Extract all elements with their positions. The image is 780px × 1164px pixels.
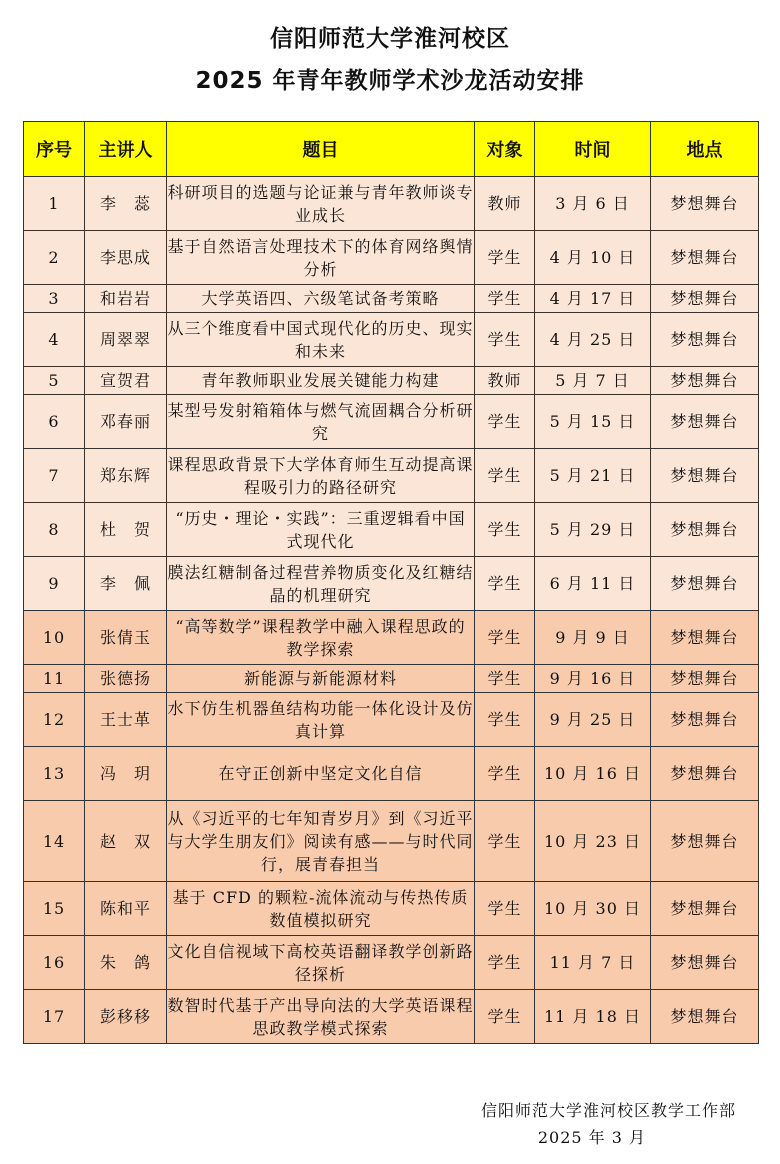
schedule-table [23, 121, 759, 1044]
header-time: 时间 [535, 122, 651, 177]
cell-speaker: 冯 玥 [85, 747, 167, 801]
cell-no: 11 [24, 665, 85, 693]
cell-topic: 某型号发射箱箱体与燃气流固耦合分析研究 [167, 395, 475, 449]
cell-no: 7 [24, 449, 85, 503]
table-row [24, 557, 759, 611]
cell-topic: “高等数学”课程教学中融入课程思政的教学探索 [167, 611, 475, 665]
header-audience: 对象 [475, 122, 535, 177]
table-row [24, 503, 759, 557]
cell-audience: 学生 [475, 747, 535, 801]
cell-audience: 学生 [475, 449, 535, 503]
cell-topic: 科研项目的选题与论证兼与青年教师谈专业成长 [167, 177, 475, 231]
cell-no: 2 [24, 231, 85, 285]
cell-audience: 学生 [475, 936, 535, 990]
cell-time: 11 月 7 日 [535, 936, 651, 990]
cell-speaker: 陈和平 [85, 882, 167, 936]
footer-date: 2025 年 3 月 [537, 1128, 646, 1147]
cell-no: 8 [24, 503, 85, 557]
cell-no: 1 [24, 177, 85, 231]
cell-speaker: 彭移移 [85, 990, 167, 1044]
cell-topic: 从三个维度看中国式现代化的历史、现实和未来 [167, 313, 475, 367]
cell-audience: 学生 [475, 503, 535, 557]
cell-no: 17 [24, 990, 85, 1044]
table-row [24, 231, 759, 285]
cell-time: 10 月 30 日 [535, 882, 651, 936]
table-header-row [24, 122, 759, 177]
cell-topic: 基于 CFD 的颗粒-流体流动与传热传质数值模拟研究 [167, 882, 475, 936]
table-row [24, 801, 759, 882]
document-title: 信阳师范大学淮河校区 [270, 26, 510, 52]
cell-speaker: 李思成 [85, 231, 167, 285]
cell-audience: 教师 [475, 367, 535, 395]
cell-venue: 梦想舞台 [651, 611, 759, 665]
table-row [24, 665, 759, 693]
cell-audience: 学生 [475, 557, 535, 611]
cell-audience: 教师 [475, 177, 535, 231]
header-topic: 题目 [167, 122, 475, 177]
table-row [24, 449, 759, 503]
cell-time: 11 月 18 日 [535, 990, 651, 1044]
cell-time: 5 月 15 日 [535, 395, 651, 449]
cell-no: 6 [24, 395, 85, 449]
cell-time: 5 月 21 日 [535, 449, 651, 503]
cell-time: 10 月 16 日 [535, 747, 651, 801]
cell-no: 13 [24, 747, 85, 801]
cell-time: 3 月 6 日 [535, 177, 651, 231]
cell-topic: 在守正创新中坚定文化自信 [167, 747, 475, 801]
table-row [24, 747, 759, 801]
cell-audience: 学生 [475, 313, 535, 367]
cell-speaker: 邓春丽 [85, 395, 167, 449]
table-row [24, 882, 759, 936]
cell-venue: 梦想舞台 [651, 395, 759, 449]
cell-time: 4 月 25 日 [535, 313, 651, 367]
cell-venue: 梦想舞台 [651, 503, 759, 557]
table-row [24, 990, 759, 1044]
cell-venue: 梦想舞台 [651, 313, 759, 367]
cell-time: 6 月 11 日 [535, 557, 651, 611]
cell-speaker: 李 蕊 [85, 177, 167, 231]
cell-venue: 梦想舞台 [651, 285, 759, 313]
cell-topic: 数智时代基于产出导向法的大学英语课程思政教学模式探索 [167, 990, 475, 1044]
cell-venue: 梦想舞台 [651, 367, 759, 395]
cell-topic: 基于自然语言处理技术下的体育网络舆情分析 [167, 231, 475, 285]
cell-venue: 梦想舞台 [651, 882, 759, 936]
cell-no: 5 [24, 367, 85, 395]
cell-speaker: 朱 鸽 [85, 936, 167, 990]
cell-topic: 大学英语四、六级笔试备考策略 [167, 285, 475, 313]
cell-audience: 学生 [475, 665, 535, 693]
table-row [24, 395, 759, 449]
cell-topic: 新能源与新能源材料 [167, 665, 475, 693]
footer-organization: 信阳师范大学淮河校区教学工作部 [480, 1101, 736, 1120]
cell-speaker: 郑东辉 [85, 449, 167, 503]
table-row [24, 611, 759, 665]
cell-speaker: 宣贺君 [85, 367, 167, 395]
cell-speaker: 王士革 [85, 693, 167, 747]
cell-audience: 学生 [475, 801, 535, 882]
cell-venue: 梦想舞台 [651, 665, 759, 693]
cell-time: 9 月 9 日 [535, 611, 651, 665]
cell-no: 10 [24, 611, 85, 665]
table-row [24, 177, 759, 231]
cell-audience: 学生 [475, 285, 535, 313]
header-venue: 地点 [651, 122, 759, 177]
cell-speaker: 李 佩 [85, 557, 167, 611]
header-speaker: 主讲人 [85, 122, 167, 177]
cell-venue: 梦想舞台 [651, 557, 759, 611]
cell-venue: 梦想舞台 [651, 177, 759, 231]
cell-no: 12 [24, 693, 85, 747]
cell-topic: 青年教师职业发展关键能力构建 [167, 367, 475, 395]
table-row [24, 285, 759, 313]
cell-topic: “历史・理论・实践”：三重逻辑看中国式现代化 [167, 503, 475, 557]
cell-no: 16 [24, 936, 85, 990]
cell-time: 4 月 17 日 [535, 285, 651, 313]
cell-venue: 梦想舞台 [651, 801, 759, 882]
cell-venue: 梦想舞台 [651, 449, 759, 503]
cell-topic: 从《习近平的七年知青岁月》到《习近平与大学生朋友们》阅读有感——与时代同行，展青春担当 [167, 801, 475, 882]
cell-venue: 梦想舞台 [651, 936, 759, 990]
table-row [24, 693, 759, 747]
document-subtitle: 2025 年青年教师学术沙龙活动安排 [195, 68, 585, 94]
cell-speaker: 张德扬 [85, 665, 167, 693]
cell-time: 5 月 29 日 [535, 503, 651, 557]
cell-audience: 学生 [475, 882, 535, 936]
cell-venue: 梦想舞台 [651, 693, 759, 747]
table-row [24, 367, 759, 395]
cell-time: 9 月 25 日 [535, 693, 651, 747]
cell-time: 10 月 23 日 [535, 801, 651, 882]
cell-topic: 课程思政背景下大学体育师生互动提高课程吸引力的路径研究 [167, 449, 475, 503]
cell-venue: 梦想舞台 [651, 990, 759, 1044]
cell-audience: 学生 [475, 693, 535, 747]
cell-topic: 膜法红糖制备过程营养物质变化及红糖结晶的机理研究 [167, 557, 475, 611]
cell-venue: 梦想舞台 [651, 747, 759, 801]
table-row [24, 936, 759, 990]
cell-no: 14 [24, 801, 85, 882]
cell-audience: 学生 [475, 231, 535, 285]
cell-audience: 学生 [475, 990, 535, 1044]
cell-topic: 水下仿生机器鱼结构功能一体化设计及仿真计算 [167, 693, 475, 747]
cell-audience: 学生 [475, 395, 535, 449]
cell-speaker: 张倩玉 [85, 611, 167, 665]
cell-time: 4 月 10 日 [535, 231, 651, 285]
cell-no: 15 [24, 882, 85, 936]
cell-topic: 文化自信视域下高校英语翻译教学创新路径探析 [167, 936, 475, 990]
cell-no: 4 [24, 313, 85, 367]
cell-time: 5 月 7 日 [535, 367, 651, 395]
cell-speaker: 赵 双 [85, 801, 167, 882]
cell-audience: 学生 [475, 611, 535, 665]
header-no: 序号 [24, 122, 85, 177]
cell-speaker: 和岩岩 [85, 285, 167, 313]
table-row [24, 313, 759, 367]
cell-speaker: 杜 贺 [85, 503, 167, 557]
cell-no: 9 [24, 557, 85, 611]
cell-venue: 梦想舞台 [651, 231, 759, 285]
cell-no: 3 [24, 285, 85, 313]
cell-speaker: 周翠翠 [85, 313, 167, 367]
cell-time: 9 月 16 日 [535, 665, 651, 693]
